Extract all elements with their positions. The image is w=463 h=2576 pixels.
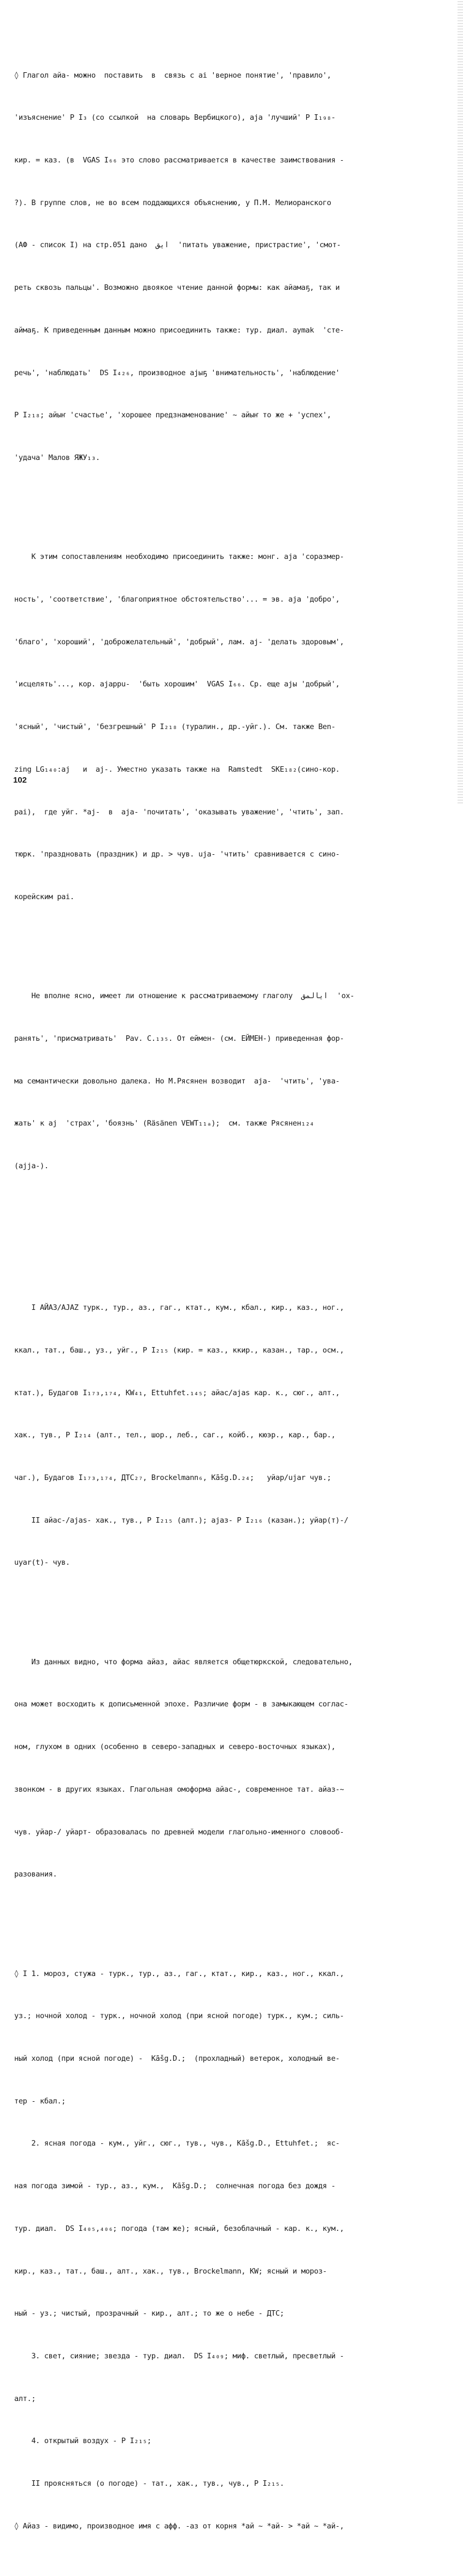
text-line: 'изъяснение' Р I₃ (со ссылкой на словарь Вербицкого), аjа 'лучший' Р I₁₉₈- <box>14 113 336 123</box>
text-line: хак., тув., Р I₂₁₄ (алт., тел., шор., леб., саг., койб., кюэр., кар., бар., <box>14 1431 336 1440</box>
paragraph-aja-verb <box>14 40 452 494</box>
text-line: кир. = каз. (в VGAS I₆₆ это слово рассматривается в качестве заимствования - <box>14 156 344 165</box>
scan-edge-shadow <box>458 0 463 803</box>
text-line: уз.; ночной холод - турк., ночной холод (при ясной погоде) турк., кум.; силь- <box>14 2012 344 2021</box>
text-line: pai), где уйг. *aj- в aja- 'почитать', 'оказывать уважение', 'чтить', зап. <box>14 807 344 817</box>
text-line: ность', 'соответствие', 'благоприятное обстоятельство'... = эв. аjа 'добро', <box>14 595 340 604</box>
text-line: она может восходить к дописьменной эпохе. Различие форм - в замыкающем соглас- <box>14 1700 349 1709</box>
text-line: звонком - в других языках. Глагольная омоформа айас-, современное тат. айаз-~ <box>14 1785 344 1794</box>
text-line: тер - кбал.; <box>14 2096 66 2106</box>
text-line: 'ясный', 'чистый', 'безгрешный' Р I₂₁₈ (туралин., др.-уйг.). См. также Ben- <box>14 722 336 732</box>
text-line: алт.; <box>14 2394 36 2403</box>
text-line: кир., каз., тат., баш., алт., хак., тув., Brockelmann, KW; ясный и мороз- <box>14 2266 327 2276</box>
page-number: 102 <box>13 776 27 785</box>
text-line: 'благо', 'хороший', 'доброжелательный', 'добрый', лам. аj- 'делать здоровым', <box>14 637 344 646</box>
text-line: тур. диал. DS I₄₀₅,₄₀₆; погода (там же); ясный, безоблачный - кар. к., кум., <box>14 2224 344 2233</box>
text-line: ном, глухом в одних (особенно в северо-западных и северо-восточных языках), <box>14 1742 336 1752</box>
entry-header-ajaz <box>14 1273 452 1599</box>
text-line: ?). В группе слов, не во всем поддающихся объяснению, у П.М. Мелиоранского <box>14 198 331 207</box>
paragraph-analysis <box>14 1627 452 1910</box>
text-line: тюрк. 'праздновать (праздник) и др. > чув. uja- 'чтить' сравнивается с сино- <box>14 850 340 859</box>
section-gap <box>14 1231 452 1245</box>
text-line: ный холод (при ясной погоде) - Kāšg.D.; (прохладный) ветерок, холодный ве- <box>14 2054 340 2063</box>
text-line: жать' к aj 'страх', 'боязнь' (Räsänen VEWT₁₁ₐ); см. также Рясянен₁₂₄ <box>14 1119 314 1128</box>
text-line: 'удача' Малов ЯЖУ₁₃. <box>14 453 100 462</box>
text-line: II проясняться (о погоде) - тат., хак., тув., чув., Р I₂₁₅. <box>14 2479 284 2488</box>
text-line: I АЙАЗ/AJAZ турк., тур., аз., гаг., ктат., кум., кбал., кир., каз., ног., <box>14 1303 344 1313</box>
text-line: Р I₂₁₈; айыҥ 'счастье', 'хорошее предзнаменование' ~ айыҥ то же + 'успех', <box>14 411 331 420</box>
text-line: корейским pai. <box>14 892 74 901</box>
text-line: 3. свет, сияние; звезда - тур. диал. DS I₄₀₉; миф. светлый, пресветлый - <box>14 2351 344 2361</box>
paragraph-uncertain <box>14 961 452 1202</box>
text-line: аймаҕ. К приведенным данным можно присоединить также: тур. диал. aymak 'сте- <box>14 325 344 335</box>
text-line: ккал., тат., баш., уз., уйг., Р I₂₁₅ (кир. = каз., ккир., казан., тар., осм., <box>14 1345 344 1355</box>
text-line: 'исцелять'..., кор. ajappu- 'быть хорошим' VGAS I₆₆. Ср. еще аjы 'добрый', <box>14 680 340 689</box>
page-text <box>14 12 452 2576</box>
text-line: ная погода зимой - тур., аз., кум., Kāšg.D.; солнечная погода без дождя - <box>14 2182 336 2191</box>
text-line: чаг.), Будагов I₁₇₃,₁₇₄, ДТС₂₇, Brockelmann₆, Kāšg.D.₂₄; уйар/ujar чув.; <box>14 1473 331 1482</box>
text-line: uyar(t)- чув. <box>14 1558 70 1567</box>
paragraph-meanings <box>14 1939 452 2562</box>
text-line: речь', 'наблюдать' DS I₄₂₆, производное аjыҕ 'внимательность', 'наблюдение' <box>14 368 340 377</box>
text-line: Из данных видно, что форма айаз, айас является общетюркской, следовательно, <box>14 1657 353 1666</box>
text-line: чув. уйар-/ уйарт- образовалась по древней модели глагольно-именного словооб- <box>14 1827 344 1837</box>
text-line: zing LG₁₄₀:aj и aj-. Уместно указать также на Ramstedt SKE₁₈₂(сино-кор. <box>14 765 340 774</box>
text-line: реть сквозь пальцы'. Возможно двоякое чтение данной формы: как айамаҕ, так и <box>14 283 340 293</box>
text-line: разования. <box>14 1870 57 1879</box>
text-line: 2. ясная погода - кум., уйг., сюг., тув., чув., Kāšg.D., Ettuhfet.; яс- <box>14 2139 340 2148</box>
text-line: ктат.), Будагов I₁₇₃,₁₇₄, KW₄₁, Ettuhfet.₁₄₅; айас/ajas кар. к., сюг., алт., <box>14 1388 340 1397</box>
text-line: 4. открытый воздух - Р I₂₁₅; <box>14 2437 151 2446</box>
text-line: ◊ Глагол айа- можно поставить в связь с аi 'верное понятие', 'правило', <box>14 71 331 80</box>
text-line: ◊ Айаз - видимо, производное имя с афф. -аз от корня *ай ~ *ай- > *ай ~ *ай-, <box>14 2521 344 2531</box>
text-line: К этим сопоставлениям необходимо присоединить также: монг. аjа 'соразмер- <box>14 552 344 562</box>
text-line: ранять', 'присматривать' Pav. C.₁₃₅. От еймен- (см. ЕЙМЕН-) приведенная фор- <box>14 1034 344 1043</box>
paragraph-comparisons <box>14 522 452 933</box>
text-line: (ajja-). <box>14 1162 49 1171</box>
text-line: (АФ - список I) на стр.051 дано ايق 'питать уважение, пристрастие', 'смот- <box>14 241 341 250</box>
text-line: ный - уз.; чистый, прозрачный - кир., алт.; то же о небе - ДТС; <box>14 2309 284 2318</box>
text-line: ма семантически довольно далека. Но М.Рясянен возводит aja- 'чтить', 'ува- <box>14 1076 340 1086</box>
text-line: ◊ I 1. мороз, стужа - турк., тур., аз., гаг., ктат., кир., каз., ног., ккал., <box>14 1969 344 1978</box>
text-line: Не вполне ясно, имеет ли отношение к рассматриваемому глаголу ايالمق 'ох- <box>14 992 355 1001</box>
text-line: II айас-/ajas- хак., тув., Р I₂₁₅ (алт.); аjаз- Р I₂₁₆ (казан.); уйар(т)-/ <box>14 1516 349 1525</box>
